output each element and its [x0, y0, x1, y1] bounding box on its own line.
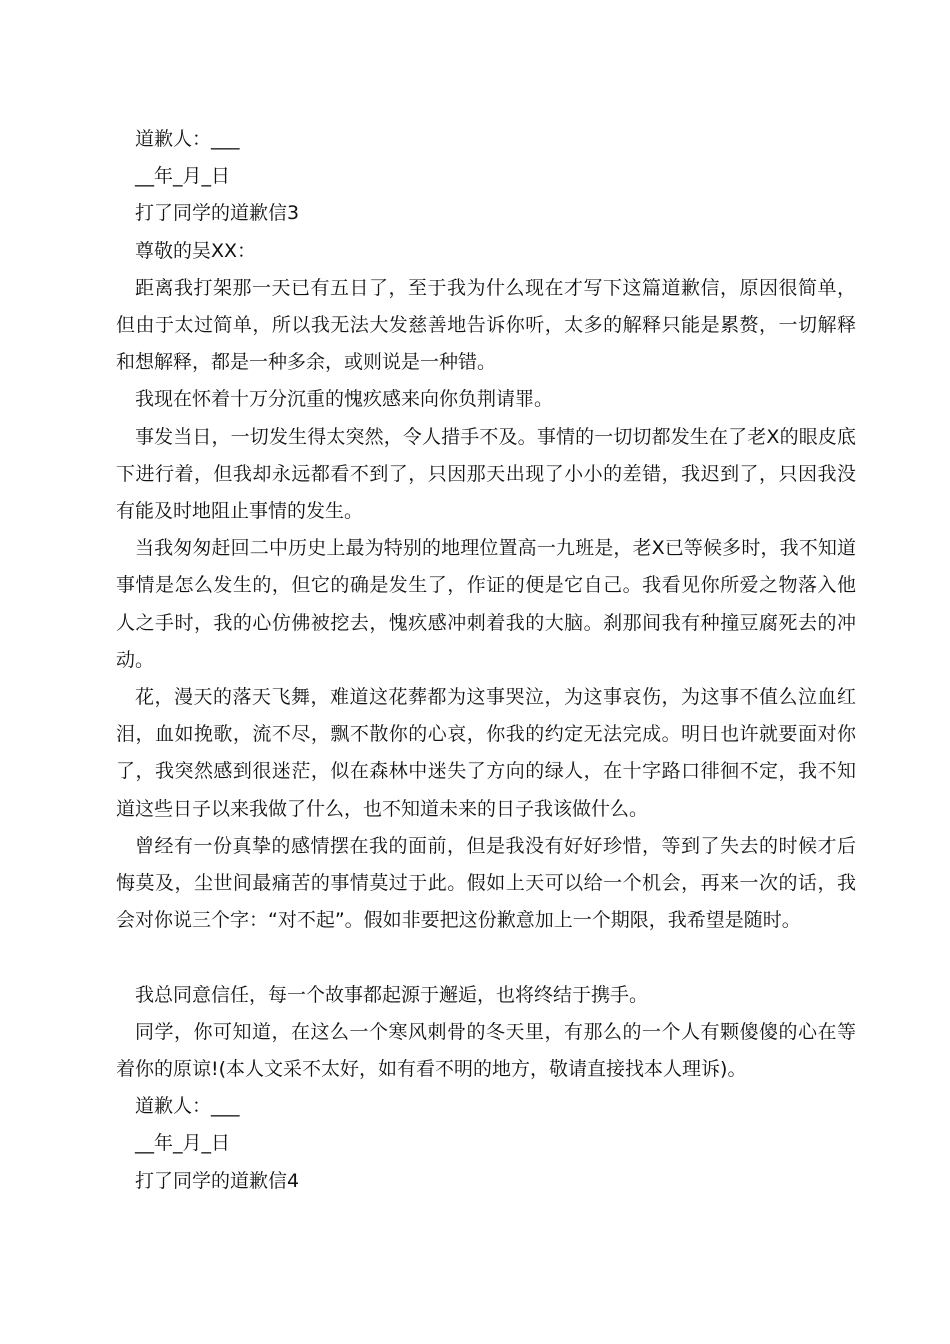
paragraph: 花，漫天的落天飞舞，难道这花葬都为这事哭泣，为这事哀伤，为这事不值么泣血红泪，血如挽歌，流不尽，飘不散你的心哀，你我的约定无法完成。明日也许就要面对你了，我突然感到很迷茫，似在森林中迷失了方向的绿人，在十字路口徘徊不定，我不知道这些日子以来我做了什么，也不知道未来的日子我该做什么。: [116, 685, 856, 820]
letter-title: 打了同学的道歉信4: [135, 1169, 300, 1192]
paragraph: 同学，你可知道，在这么一个寒风刺骨的冬天里，有那么的一个人有颗傻傻的心在等着你的原谅!(本人文采不太好，如有看不明的地方，敬请直接找本人理诉)。: [116, 1020, 856, 1080]
paragraph: 我总同意信任，每一个故事都起源于邂逅，也将终结于携手。: [135, 983, 649, 1006]
document-page: [116, 121, 856, 1200]
blank-line: [116, 939, 856, 976]
letter-title: 打了同学的道歉信3: [135, 202, 300, 225]
paragraph: 距离我打架那一天已有五日了，至于我为什么现在才写下这篇道歉信，原因很简单，但由于太过简单，所以我无法大发慈善地告诉你听，太多的解释只能是累赘，一切解释和想解释，都是一种多余，或则说是一种错。: [116, 276, 856, 374]
paragraph: 当我匆匆赶回二中历史上最为特别的地理位置高一九班是，老X已等候多时，我不知道事情是怎么发生的，但它的确是发生了，作证的便是它自己。我看见你所爱之物落入他人之手时，我的心仿佛被挖去，愧疚感冲刺着我的大脑。刹那间我有种撞豆腐死去的冲动。: [116, 537, 856, 671]
date-line: __年_月_日: [135, 165, 231, 188]
letter-greeting: 尊敬的吴XX：: [135, 239, 257, 262]
signature-line: 道歉人：___: [135, 1095, 240, 1118]
date-line: __年_月_日: [135, 1132, 231, 1155]
paragraph: 我现在怀着十万分沉重的愧疚感来向你负荆请罪。: [135, 388, 554, 411]
paragraph: 事发当日，一切发生得太突然，令人措手不及。事情的一切切都发生在了老X的眼皮底下进行着，但我却永远都看不到了，只因那天出现了小小的差错，我迟到了，只因我没有能及时地阻止事情的发生。: [116, 425, 856, 522]
paragraph: 曾经有一份真挚的感情摆在我的面前，但是我没有好好珍惜，等到了失去的时候才后悔莫及，尘世间最痛苦的事情莫过于此。假如上天可以给一个机会，再来一次的话，我会对你说三个字：“对不起”。假如非要把这份歉意加上一个期限，我希望是随时。: [116, 834, 856, 932]
signature-line: 道歉人：___: [135, 128, 240, 150]
